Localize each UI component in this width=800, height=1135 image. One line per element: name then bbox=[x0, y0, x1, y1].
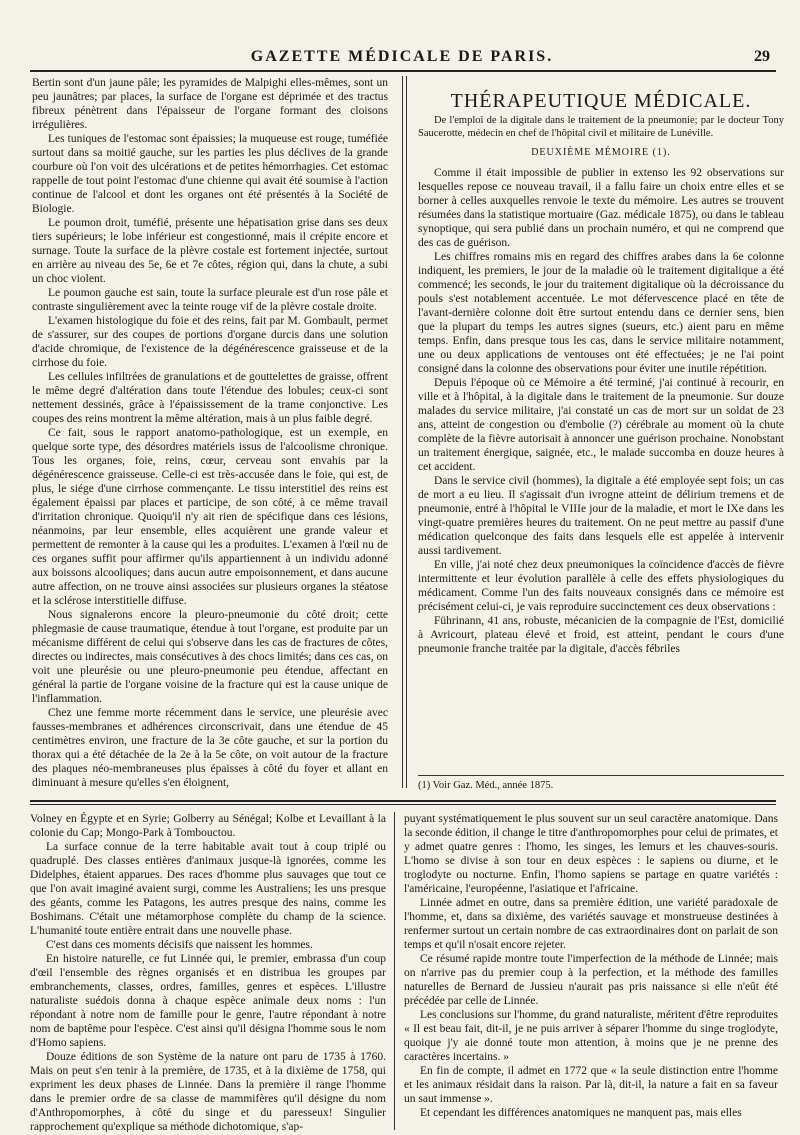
paragraph: Dans le service civil (hommes), la digitale a été employée sept fois; un cas de mort a eu lieu. Il s'agissait d'un ivrogne atteint de délirium tremens et de pneumonie, entré à l'hôpital le VIIIe jour de la maladie, et mort le IXe dans les vingt-quatre premières heures du traitement. On ne peut mettre au passif d'une médication quelconque des faits dans lesquels elle est appelée à intervenir aussi tardivement. bbox=[418, 475, 784, 557]
paragraph: Et cependant les différences anatomiques ne manquent pas, mais elles bbox=[420, 1107, 742, 1119]
paragraph: Nous signalerons encore la pleuro-pneumonie du côté droit; cette phlegmasie de cause traumatique, étendue à tout l'organe, est produite par un mécanisme différent de celui qui s'observe dans les cas de fractures de côtes, directes ou indirectes, mais consécutives à des chocs limités; dans ces cas, on voit une pleurésie ou une pleuro-pneumonie peu étendue, affectant en général la partie de l'organe voisine de la fracture qui est la cause unique de l'inflammation. bbox=[32, 609, 388, 705]
left-column bbox=[32, 76, 388, 794]
paragraph: Volney en Égypte et en Syrie; Golberry au Sénégal; Kolbe et Levaillant à la colonie du Cap; Mongo-Park à Tombouctou. bbox=[30, 813, 386, 839]
header-rule bbox=[30, 70, 776, 72]
paragraph: Comme il était impossible de publier in extenso les 92 observations sur lesquelles repose ce nouveau travail, il a fallu faire un choix entre elles et se borner à celles auxquelles renvoie le texte du mémoire. Les autres se trouvent résumées dans la statistique mortuaire (Gaz. médicale 1875), ou dans le tableau synoptique, qui sera publié dans un prochain numéro, et qui ne comprend que des cas de guérison. bbox=[418, 167, 784, 249]
page-header bbox=[28, 48, 776, 70]
paragraph: Depuis l'époque où ce Mémoire a été terminé, j'ai continué à recourir, en ville et à l'hôpital, à la digitale dans le traitement de la pneumonie. Sur douze malades du service militaire, j'ai constaté un cas de mort sur un soldat de 23 ans, atteint de congestion ou d'embolie (?) cérébrale au moment où la chute complète de la fièvre autorisait à annoncer une guérison prochaine. Nonobstant un traitement énergique, saignée, etc., le malade succomba en douze heures à cet accident. bbox=[418, 377, 784, 473]
page-number: 29 bbox=[754, 48, 770, 65]
right-column bbox=[418, 76, 784, 794]
memoire-heading: DEUXIÈME MÉMOIRE (1). bbox=[531, 147, 671, 158]
paragraph: Ce fait, sous le rapport anatomo-pathologique, est un exemple, en quelque sorte type, des désordres matériels issus de l'alcoolisme chronique. Tous les organes, foie, reins, cœur, cerveau sont envahis par la dégénérescence graisseuse. Celle-ci est très-accusée dans le foie, qui est, de plus, le siége d'une cirrhose commençante. Le tissu interstitiel des reins est également épaissi par places et participe, de son côté, à ce même travail d'irritation chronique. Quoiqu'il n'y ait rien de spécifique dans ces lésions, néanmoins, par leur ensemble, elles acquièrent une grande valeur et permettent de remonter à la cause qui les a produites. L'examen à l'œil nu de ces organes suffit pour affirmer qu'ils appartiennent à un individu adonné aux boissons alcooliques; dans aucun autre empoisonnement, et dans aucune autre affection, on ne trouve ainsi associées sur plusieurs organes la stéatose et la sclérose interstitielle diffuse. bbox=[32, 427, 388, 607]
paragraph: Douze éditions de son Système de la nature ont paru de 1735 à 1760. Mais on peut s'en tenir à la première, de 1735, et à la dixième de 1758, qui expriment les deux phases de Linnée. Dans la première il range l'homme dans le premier ordre de sa classe de mammifères qu'il désigne du nom d'Anthropomorphes, à côté du singe et du paresseux! Singulier rapprochement qu'explique sa méthode dichotomique, s'ap- bbox=[30, 1051, 386, 1132]
section-rule bbox=[30, 800, 776, 802]
journal-title: GAZETTE MÉDICALE DE PARIS. bbox=[250, 48, 554, 65]
article-body bbox=[418, 166, 784, 794]
section-title: THÉRAPEUTIQUE MÉDICALE. bbox=[450, 90, 752, 112]
article-subtitle: De l'emploi de la digitale dans le traitement de la pneumonie; par le docteur Tony Saucerotte, médecin en chef de l'hôpital civil et militaire de Lunéville. bbox=[418, 115, 784, 139]
paragraph: puyant systématiquement le plus souvent sur un seul caractère anatomique. Dans la seconde édition, il change le titre d'anthropomorphes pour celui de primates, et y admet quatre genres : l'homo, les singes, les lemurs et les chauves-souris. L'homo se divise à son tour en deux espèces : le sapiens ou diurne, et le troglodyte ou nocturne. Enfin, l'homo sapiens se partage en quatre variétés : l'américaine, l'européenne, l'asiatique et l'africaine. bbox=[404, 813, 778, 895]
paragraph: Linnée admet en outre, dans sa première édition, une variété paradoxale de l'homme, et, dans sa dixième, des variétés sauvage et monstrueuse destinées à renfermer surtout un certain nombre de cas extraordinaires dont on parlait de son temps et qu'il n'osait encore rejeter. bbox=[404, 897, 778, 951]
paragraph: Le poumon gauche est sain, toute la surface pleurale est d'un rose pâle et contraste singulièrement avec la teinte rouge vif de la plèvre costale droite. bbox=[32, 287, 388, 313]
paragraph: Ce résumé rapide montre toute l'imperfection de la méthode de Linnée; mais on n'arrive pas du premier coup à la perfection, et la méthode des familles naturelles de Bernard de Jussieu n'aurait pas pris naissance si elle n'eût été précédée par celle de Linnée. bbox=[404, 953, 778, 1007]
paragraph: L'examen histologique du foie et des reins, fait par M. Gombault, permet de s'assurer, sur des coupes de portions d'organe durcis dans une solution d'acide chromique, de l'existence de la dégénérescence graisseuse et de la cirrhose du foie. bbox=[32, 315, 388, 369]
paragraph: En ville, j'ai noté chez deux pneumoniques la coïncidence d'accès de fièvre intermittente et leur évolution parallèle à celle des effets physiologiques du médicament. Comme l'un des faits nouveaux consignés dans ce mémoire est précisément celui-ci, je vais reproduire succinctement ces deux observations : bbox=[418, 559, 784, 613]
paragraph: C'est dans ces moments décisifs que naissent les hommes. bbox=[46, 939, 313, 951]
paragraph: Führinann, 41 ans, robuste, mécanicien de la compagnie de l'Est, domicilié à Avricourt, plateau élevé et froid, est atteint, pendant le cours d'une pneumonie franche traitée par la digitale, d'accès fébriles bbox=[418, 615, 784, 655]
paragraph: Bertin sont d'un jaune pâle; les pyramides de Malpighi elles-mêmes, sont un peu jaunâtres; par places, la surface de l'organe est déprimée et des tractus fibreux pénètrent dans l'épaisseur de l'organe formant des cloisons irrégulières. bbox=[32, 77, 388, 131]
paragraph: Chez une femme morte récemment dans le service, une pleurésie avec fausses-membranes et adhérences circonscrivait, dans une étendue de 45 centimètres environ, une fracture de la 3e côte gauche, et sur la portion du thorax qui a été détachée de la 2e à la 5e côte, on voit autour de la fracture des plaques néo-membraneuses plus épaisses à côté du foyer et allant en diminuant à mesure qu'elles s'en éloignent, bbox=[32, 707, 388, 789]
paragraph: La surface connue de la terre habitable avait tout à coup triplé ou quadruplé. Des classes entières d'animaux jusque-là ignorées, comme les Didelphes, étaient apparues. Des races d'homme plus sauvages que tout ce que l'on avait imaginé avaient surgi, comme les Australiens; les uns presque des géants, comme les Patagons, les autres presque des nains, comme les Boshimans. C'était une métamorphose complète du champ de la science. L'humanité toute entière entrait dans une nouvelle phase. bbox=[30, 841, 386, 937]
column-divider bbox=[406, 76, 407, 788]
paragraph: En histoire naturelle, ce fut Linnée qui, le premier, embrassa d'un coup d'œil l'ensemble des règnes organisés et en distribua les groupes par embranchements, classes, ordres, familles, genres et espèces. L'illustre naturaliste suédois donna à chaque espèce animale deux noms : l'un répondant à notre nom de famille pour le genre, l'autre répondant à notre nom de baptême pour l'espèce. C'est ainsi qu'il désigna l'homme sous le nom d'Homo sapiens. bbox=[30, 953, 386, 1049]
paragraph: Le poumon droit, tuméfié, présente une hépatisation grise dans ses deux tiers supérieurs; le lobe inférieur est congestionné, mais il crépite encore et surnage. Toute la surface de la plèvre costale est fortement injectée, surtout en arrière au niveau des 5e, 6e et 7e côtes, région qui, dans la chute, a subi un choc violent. bbox=[32, 217, 388, 285]
paragraph: Les chiffres romains mis en regard des chiffres arabes dans la 6e colonne indiquent, les premiers, le jour de la maladie où le traitement digitalique a été commencé; les seconds, le jour du traitement digitalique où la décroissance du pouls s'est notablement accentuée. Le mot défervescence placé en tête de l'avant-dernière colonne doit être surtout entendu dans ce dernier sens, bien que la plupart du temps les autres signes (sueurs, etc.) aient paru en même temps. Enfin, dans presque tous les cas, dans le service militaire notamment, une ou deux applications de ventouses ont été effectuées; je ne l'ai point consigné dans la colonne des observations pour éviter une inutile répétition. bbox=[418, 251, 784, 375]
column-divider bbox=[402, 76, 403, 788]
column-divider bbox=[394, 812, 395, 1130]
paragraph: Les tuniques de l'estomac sont épaissies; la muqueuse est rouge, tuméfiée surtout dans sa moitié gauche, sur les parties les plus déclives de la grande courbure où l'on voit des ulcérations et de petites hémorrhagies. Cet estomac rappelle de tout point l'estomac d'une chienne qui avait été soumise à l'action continue de l'alcool et dont les organes ont été présentés à la Société de Biologie. bbox=[32, 133, 388, 215]
paragraph: Les cellules infiltrées de granulations et de gouttelettes de graisse, offrent le même degré d'altération dans toute l'étendue des lobules; ceux-ci sont nettement dessinés, grâce à l'épaississement de la trame conjonctive. Les coupes des reins montrent la même altération, mais à un plus faible degré. bbox=[32, 371, 388, 425]
footnote: (1) Voir Gaz. Méd., année 1875. bbox=[418, 775, 784, 791]
paragraph: Les conclusions sur l'homme, du grand naturaliste, méritent d'être reproduites « Il est beau fait, dit-il, je ne puis arriver à séparer l'homme du singe troglodyte, quoique j'y aie donné toute mon attention, à moins que je ne prenne des caractères incertains. » bbox=[404, 1009, 778, 1063]
bottom-right-column bbox=[404, 812, 778, 1132]
bottom-left-column bbox=[30, 812, 386, 1132]
section-rule bbox=[30, 804, 776, 805]
paragraph: En fin de compte, il admet en 1772 que « la seule distinction entre l'homme et les animaux résidait dans la raison. Par là, dit-il, la nature a fait en sa faveur un saut immense ». bbox=[404, 1065, 778, 1105]
